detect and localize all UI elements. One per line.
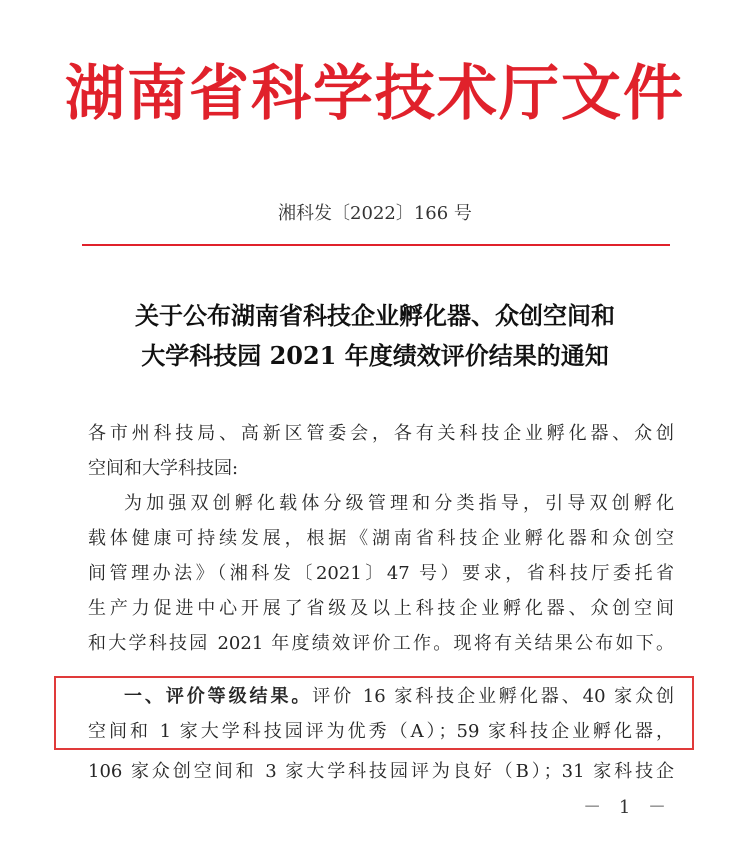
document-header-title: 湖南省科学技术厅文件 — [65, 59, 685, 129]
document-number: 湘科发〔2022〕166 号 — [278, 203, 472, 224]
section-1-line-3: 106 家众创空间和 3 家大学科技园评为良好（B）；31 家科技企 — [88, 761, 674, 782]
red-divider-line — [82, 244, 670, 246]
section-1-line-1-text: 评价 16 家科技企业孵化器、40 家众创 — [312, 686, 674, 707]
paragraph-1-line-5: 和大学科技园 2021 年度绩效评价工作。现将有关结果公布如下。 — [88, 633, 674, 654]
addressee-line-2: 空间和大学科技园: — [88, 458, 239, 479]
document-title-line-1: 关于公布湖南省科技企业孵化器、众创空间和 — [135, 301, 615, 330]
page-number: － 1 － — [583, 797, 672, 818]
paragraph-1-line-3: 间管理办法》（湘科发〔2021〕47 号）要求，省科技厅委托省 — [88, 563, 674, 584]
paragraph-1-line-4: 生产力促进中心开展了省级及以上科技企业孵化器、众创空间 — [88, 598, 674, 619]
document-title-line-2: 大学科技园 2021 年度绩效评价结果的通知 — [141, 341, 609, 370]
addressee-line-1: 各市州科技局、高新区管委会，各有关科技企业孵化器、众创 — [88, 423, 674, 444]
document-title — [60, 296, 690, 376]
highlight-annotation-box — [54, 676, 694, 750]
section-1-line-2: 空间和 1 家大学科技园评为优秀（A）；59 家科技企业孵化器， — [88, 721, 674, 742]
paragraph-1-line-2: 载体健康可持续发展，根据《湖南省科技企业孵化器和众创空 — [88, 528, 674, 549]
section-1-heading: 一、评价等级结果。 — [124, 686, 313, 707]
paragraph-1-line-1: 为加强双创孵化载体分级管理和分类指导，引导双创孵化 — [124, 493, 674, 514]
